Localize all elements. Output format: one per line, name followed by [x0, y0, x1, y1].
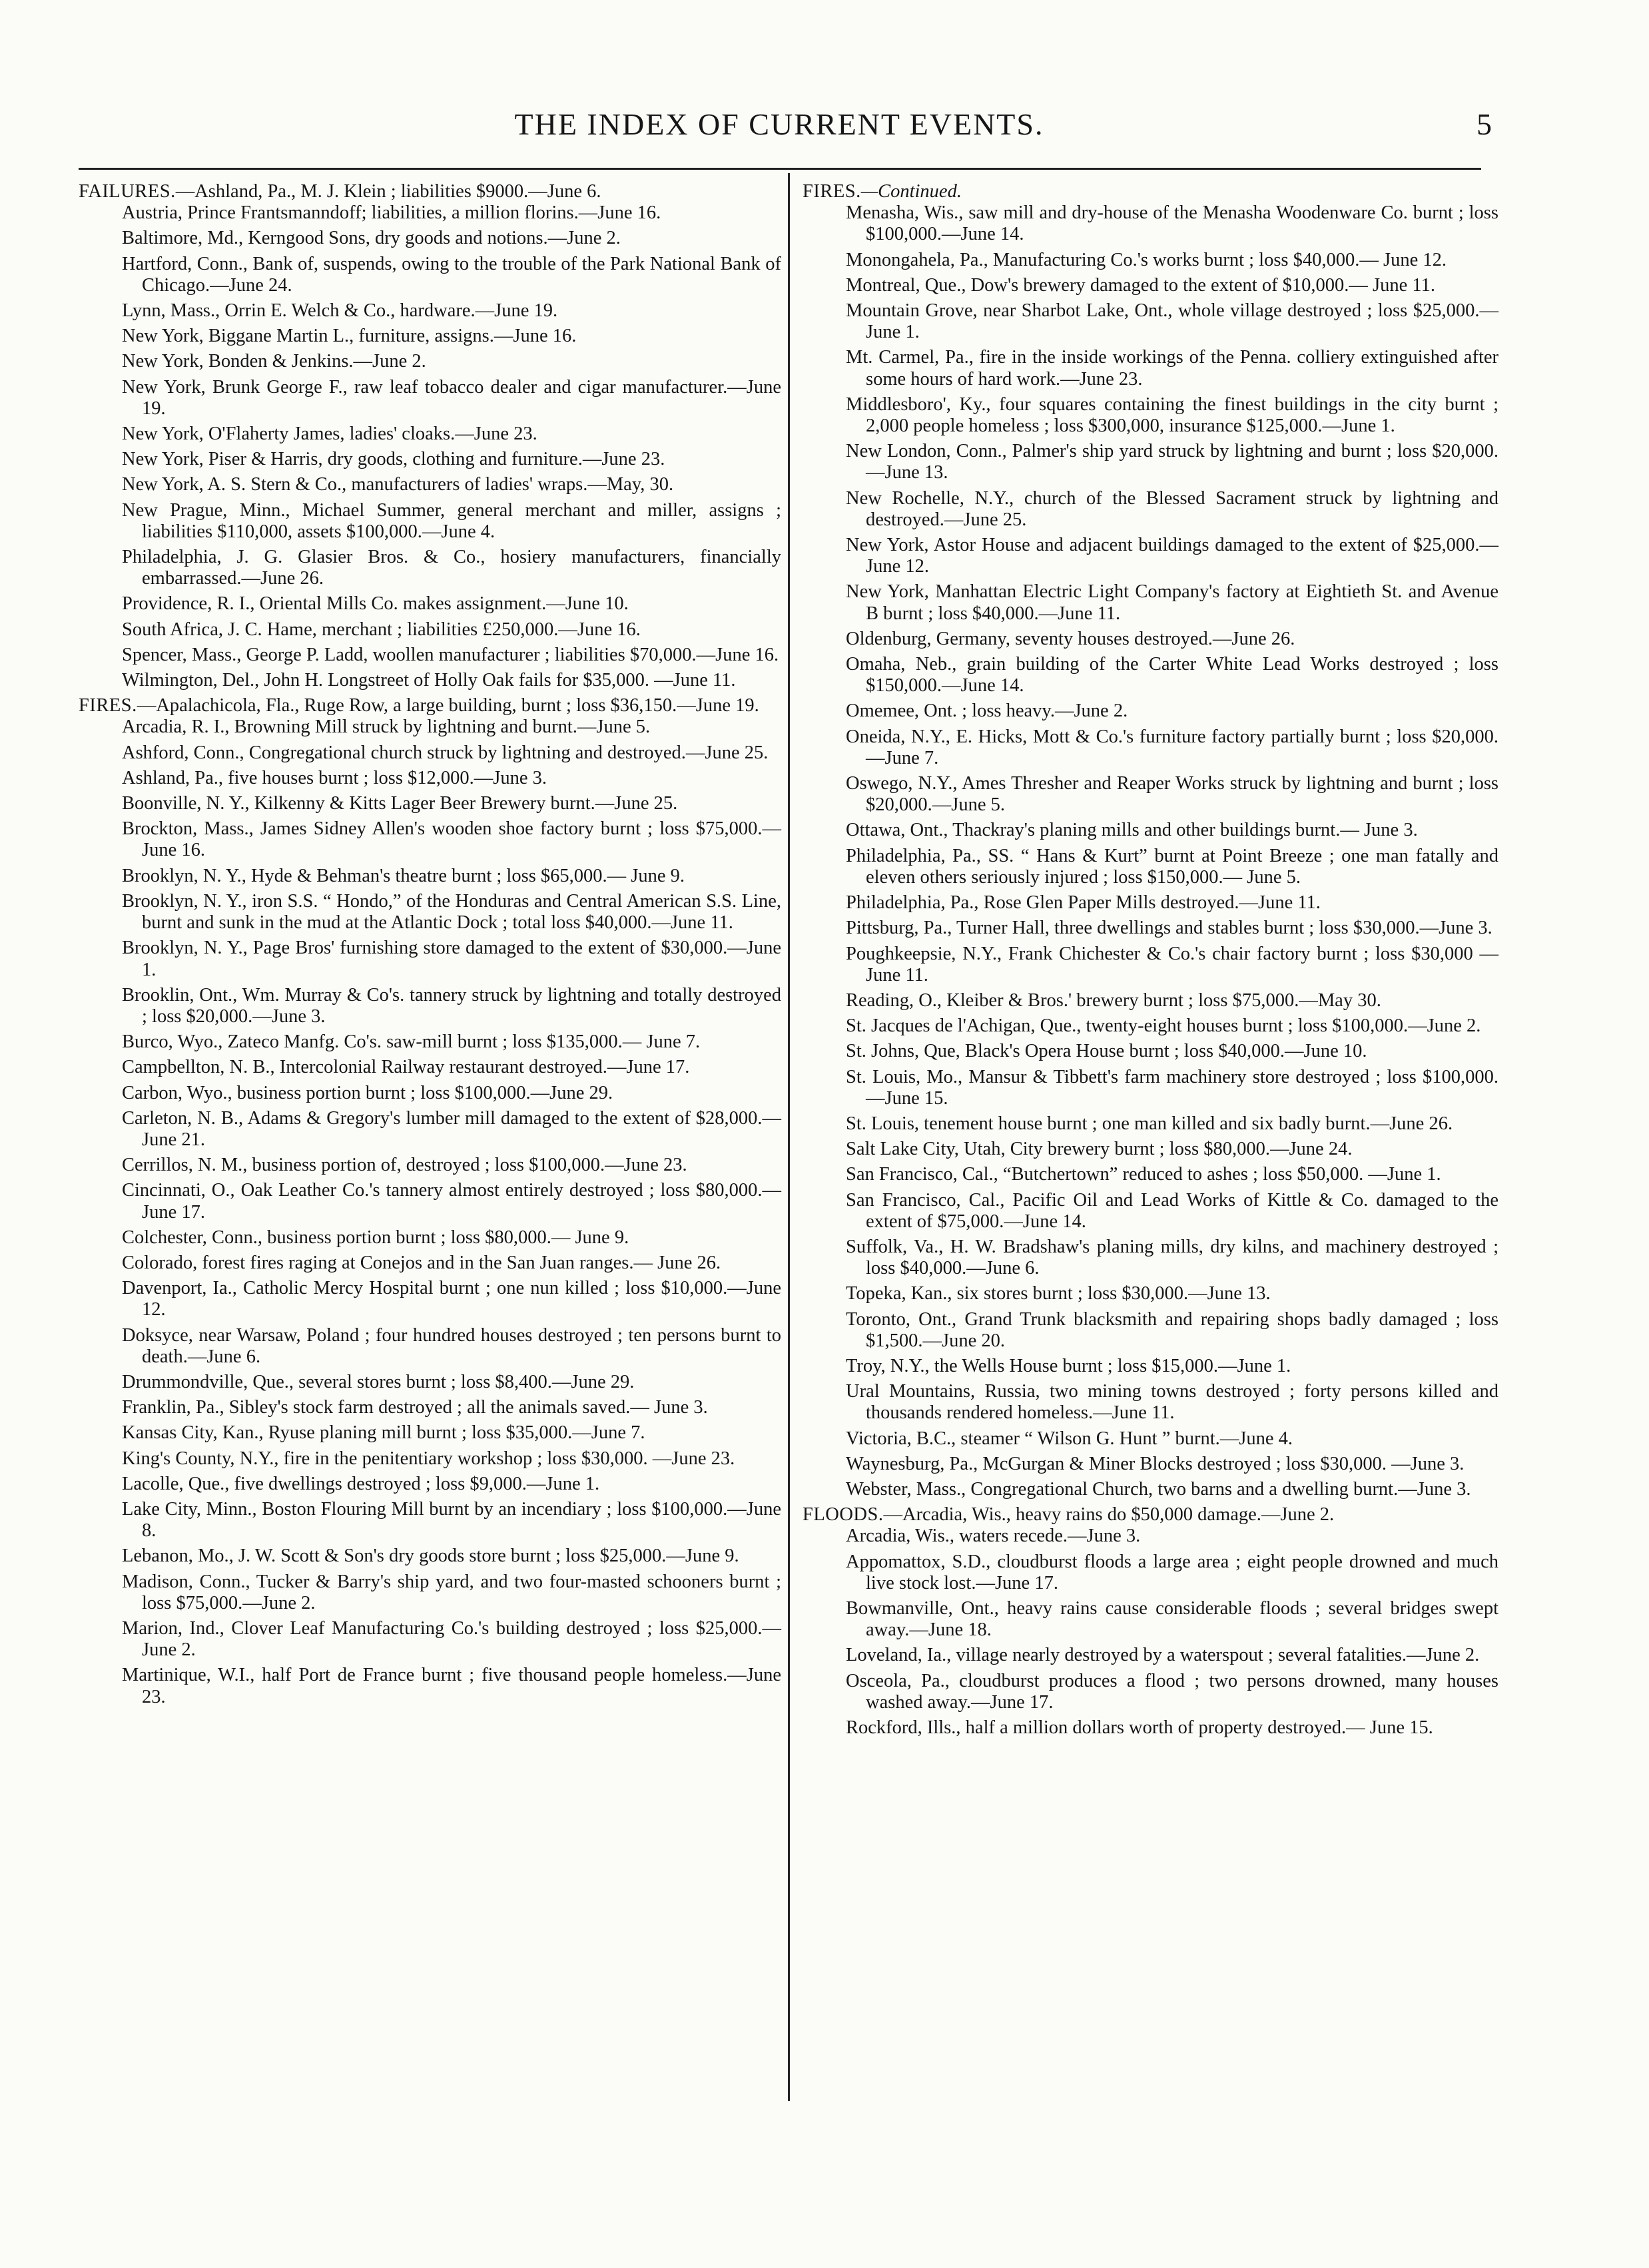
index-entry: Poughkeepsie, N.Y., Frank Chichester & Co.'s chair factory burnt ; loss $30,000 —June 11.	[846, 943, 1498, 986]
index-entry: New London, Conn., Palmer's ship yard struck by lightning and burnt ; loss $20,000.—June 13.	[846, 441, 1498, 483]
index-entry: Davenport, Ia., Catholic Mercy Hospital burnt ; one nun killed ; loss $10,000.—June 12.	[122, 1278, 781, 1320]
fires-continued-heading	[803, 181, 1498, 202]
index-entry: Rockford, Ills., half a million dollars worth of property destroyed.— June 15.	[846, 1717, 1433, 1738]
right-column	[803, 181, 1498, 1743]
index-entry: New York, Brunk George F., raw leaf tobacco dealer and cigar manufacturer.—June 19.	[122, 376, 781, 419]
index-entry: Mountain Grove, near Sharbot Lake, Ont., whole village destroyed ; loss $25,000.—June 1.	[846, 300, 1498, 343]
index-entry: Brooklyn, N. Y., Hyde & Behman's theatre burnt ; loss $65,000.— June 9.	[122, 865, 685, 886]
index-entry: Menasha, Wis., saw mill and dry-house of the Menasha Woodenware Co. burnt ; loss $100,000.—June 14.	[846, 202, 1498, 245]
section-label: FIRES.	[79, 695, 137, 716]
index-entry: New Rochelle, N.Y., church of the Blessed Sacrament struck by lightning and destroyed.—June 25.	[846, 487, 1498, 530]
index-entry: New York, A. S. Stern & Co., manufacturers of ladies' wraps.—May, 30.	[122, 474, 674, 495]
fires-continued-entries	[803, 202, 1498, 1500]
index-entry: Campbellton, N. B., Intercolonial Railway restaurant destroyed.—June 17.	[122, 1057, 690, 1078]
failures-section	[79, 181, 781, 691]
header-rule	[79, 168, 1481, 170]
index-entry: Loveland, Ia., village nearly destroyed by a waterspout ; several fatalities.—June 2.	[846, 1645, 1480, 1666]
index-entry: Oneida, N.Y., E. Hicks, Mott & Co.'s furniture factory partially burnt ; loss $20,000.—June 7.	[846, 726, 1498, 768]
floods-heading	[803, 1504, 1498, 1526]
index-entry: Brooklyn, N. Y., iron S.S. “ Hondo,” of the Honduras and Central American S.S. Line, burnt and sunk in the mud at the Atlantic Dock ; total loss $40,000.—June 11.	[122, 890, 781, 934]
index-entry: Toronto, Ont., Grand Trunk blacksmith and repairing shops badly damaged ; loss $1,500.—June 20.	[846, 1308, 1498, 1351]
index-entry: Brooklyn, N. Y., Page Bros' furnishing store damaged to the extent of $30,000.—June 1.	[122, 938, 781, 980]
index-entry: Boonville, N. Y., Kilkenny & Kitts Lager Beer Brewery burnt.—June 25.	[122, 793, 678, 814]
index-entry: Austria, Prince Frantsmanndoff; liabilities, a million florins.—June 16.	[122, 202, 661, 224]
index-entry: Martinique, W.I., half Port de France burnt ; five thousand people homeless.—June 23.	[122, 1665, 781, 1707]
section-label: FLOODS.	[803, 1504, 884, 1526]
index-entry: Spencer, Mass., George P. Ladd, woollen manufacturer ; liabilities $70,000.—June 16.	[122, 644, 779, 665]
failures-entries	[79, 202, 781, 691]
index-entry: Lacolle, Que., five dwellings destroyed ; loss $9,000.—June 1.	[122, 1473, 600, 1494]
index-entry: Kansas City, Kan., Ryuse planing mill burnt ; loss $35,000.—June 7.	[122, 1422, 645, 1444]
index-entry: San Francisco, Cal., Pacific Oil and Lead Works of Kittle & Co. damaged to the extent of $75,000.—June 14.	[846, 1189, 1498, 1232]
index-entry: Philadelphia, Pa., SS. “ Hans & Kurt” burnt at Point Breeze ; one man fatally and eleven others seriously injured ; loss $150,000.— June 5.	[846, 845, 1498, 888]
index-entry: San Francisco, Cal., “Butchertown” reduced to ashes ; loss $50,000. —June 1.	[846, 1164, 1441, 1185]
index-entry: Philadelphia, Pa., Rose Glen Paper Mills destroyed.—June 11.	[846, 892, 1321, 914]
index-entry: Providence, R. I., Oriental Mills Co. makes assignment.—June 10.	[122, 593, 629, 615]
index-entry: Madison, Conn., Tucker & Barry's ship yard, and two four-masted schooners burnt ; loss $75,000.—June 2.	[122, 1571, 781, 1613]
index-entry: Omaha, Neb., grain building of the Carter White Lead Works destroyed ; loss $150,000.—June 14.	[846, 654, 1498, 697]
index-entry: King's County, N.Y., fire in the penitentiary workshop ; loss $30,000. —June 23.	[122, 1448, 735, 1469]
index-entry: Brockton, Mass., James Sidney Allen's wooden shoe factory burnt ; loss $75,000.—June 16.	[122, 818, 781, 861]
index-entry: Brooklin, Ont., Wm. Murray & Co's. tannery struck by lightning and totally destroyed ; loss $20,000.—June 3.	[122, 984, 781, 1027]
index-entry: St. Jacques de l'Achigan, Que., twenty-eight houses burnt ; loss $100,000.—June 2.	[846, 1015, 1481, 1037]
index-entry: Middlesboro', Ky., four squares containing the finest buildings in the city burnt ; 2,000 people homeless ; loss $300,000, insurance $125,000.—June 1.	[846, 394, 1498, 437]
failures-heading	[79, 181, 781, 202]
index-entry: Carbon, Wyo., business portion burnt ; loss $100,000.—June 29.	[122, 1082, 613, 1103]
floods-first-entry: —Arcadia, Wis., heavy rains do $50,000 damage.—June 2.	[883, 1504, 1335, 1526]
index-entry: Mt. Carmel, Pa., fire in the inside workings of the Penna. colliery extinguished after some hours of hard work.—June 23.	[846, 347, 1498, 390]
index-entry: Topeka, Kan., six stores burnt ; loss $30,000.—June 13.	[846, 1283, 1271, 1304]
index-entry: Marion, Ind., Clover Leaf Manufacturing Co.'s building destroyed ; loss $25,000.—June 2.	[122, 1617, 781, 1661]
index-entry: Appomattox, S.D., cloudburst floods a large area ; eight people drowned and much live stock lost.—June 17.	[846, 1551, 1498, 1593]
index-entry: St. Louis, tenement house burnt ; one man killed and six badly burnt.—June 26.	[846, 1113, 1453, 1134]
index-entry: South Africa, J. C. Hame, merchant ; liabilities £250,000.—June 16.	[122, 619, 641, 640]
section-label: FAILURES.	[79, 181, 176, 202]
page-header	[80, 107, 1492, 160]
column-divider	[788, 173, 790, 2101]
page-number: 5	[1477, 107, 1492, 141]
index-entry: Baltimore, Md., Kerngood Sons, dry goods and notions.—June 2.	[122, 228, 621, 249]
fires-continued-section	[803, 181, 1498, 1500]
index-entry: New York, Manhattan Electric Light Company's factory at Eightieth St. and Avenue B burnt ; loss $40,000.—June 11.	[846, 581, 1498, 624]
index-entry: Montreal, Que., Dow's brewery damaged to the extent of $10,000.— June 11.	[846, 274, 1435, 296]
index-entry: Suffolk, Va., H. W. Bradshaw's planing mills, dry kilns, and machinery destroyed ; loss $40,000.—June 6.	[846, 1236, 1498, 1279]
index-entry: Ottawa, Ont., Thackray's planing mills and other buildings burnt.— June 3.	[846, 820, 1418, 841]
continued-label: —Continued.	[860, 181, 962, 202]
fires-first-entry: —Apalachicola, Fla., Ruge Row, a large building, burnt ; loss $36,150.—June 19.	[137, 695, 759, 716]
index-entry: Omemee, Ont. ; loss heavy.—June 2.	[846, 701, 1128, 722]
index-entry: St. Johns, Que, Black's Opera House burnt ; loss $40,000.—June 10.	[846, 1041, 1367, 1062]
failures-first-entry: —Ashland, Pa., M. J. Klein ; liabilities $9000.—June 6.	[175, 181, 601, 202]
index-entry: New York, Piser & Harris, dry goods, clothing and furniture.—June 23.	[122, 449, 665, 470]
index-entry: Webster, Mass., Congregational Church, two barns and a dwelling burnt.—June 3.	[846, 1478, 1471, 1500]
section-label: FIRES.	[803, 181, 861, 202]
floods-entries	[803, 1526, 1498, 1739]
index-entry: Pittsburg, Pa., Turner Hall, three dwellings and stables burnt ; loss $30,000.—June 3.	[846, 918, 1492, 939]
index-entry: Hartford, Conn., Bank of, suspends, owing to the trouble of the Park National Bank of Chicago.—June 24.	[122, 253, 781, 296]
index-entry: Drummondville, Que., several stores burnt ; loss $8,400.—June 29.	[122, 1371, 635, 1392]
index-entry: Ural Mountains, Russia, two mining towns destroyed ; forty persons killed and thousands rendered homeless.—June 11.	[846, 1381, 1498, 1424]
index-entry: Wilmington, Del., John H. Longstreet of Holly Oak fails for $35,000. —June 11.	[122, 670, 736, 691]
left-column	[79, 181, 781, 1712]
fires-entries	[79, 716, 781, 1707]
index-entry: Burco, Wyo., Zateco Manfg. Co's. saw-mill burnt ; loss $135,000.— June 7.	[122, 1031, 701, 1053]
index-entry: New York, Biggane Martin L., furniture, assigns.—June 16.	[122, 326, 577, 347]
index-entry: Osceola, Pa., cloudburst produces a flood ; two persons drowned, many houses washed away.—June 17.	[846, 1670, 1498, 1713]
index-entry: Arcadia, Wis., waters recede.—June 3.	[846, 1526, 1141, 1547]
index-entry: Philadelphia, J. G. Glasier Bros. & Co., hosiery manufacturers, financially embarrassed.—June 26.	[122, 547, 781, 589]
index-entry: Cincinnati, O., Oak Leather Co.'s tannery almost entirely destroyed ; loss $80,000.—June 17.	[122, 1180, 781, 1223]
index-entry: Waynesburg, Pa., McGurgan & Miner Blocks destroyed ; loss $30,000. —June 3.	[846, 1453, 1465, 1474]
index-entry: Troy, N.Y., the Wells House burnt ; loss $15,000.—June 1.	[846, 1355, 1291, 1376]
index-entry: Colchester, Conn., business portion burnt ; loss $80,000.— June 9.	[122, 1227, 629, 1248]
index-entry: New York, O'Flaherty James, ladies' cloaks.—June 23.	[122, 424, 537, 445]
index-entry: New York, Astor House and adjacent buildings damaged to the extent of $25,000.—June 12.	[846, 535, 1498, 577]
index-entry: Ashland, Pa., five houses burnt ; loss $12,000.—June 3.	[122, 767, 547, 788]
index-entry: Lynn, Mass., Orrin E. Welch & Co., hardware.—June 19.	[122, 300, 558, 322]
index-entry: Doksyce, near Warsaw, Poland ; four hundred houses destroyed ; ten persons burnt to death.—June 6.	[122, 1324, 781, 1367]
floods-section	[803, 1504, 1498, 1739]
index-entry: St. Louis, Mo., Mansur & Tibbett's farm machinery store destroyed ; loss $100,000.—June 15.	[846, 1066, 1498, 1109]
fires-heading	[79, 695, 781, 716]
index-entry: Cerrillos, N. M., business portion of, destroyed ; loss $100,000.—June 23.	[122, 1155, 687, 1176]
index-entry: Ashford, Conn., Congregational church struck by lightning and destroyed.—June 25.	[122, 742, 769, 763]
index-entry: Bowmanville, Ont., heavy rains cause considerable floods ; several bridges swept away.—June 18.	[846, 1597, 1498, 1641]
index-entry: Victoria, B.C., steamer “ Wilson G. Hunt ” burnt.—June 4.	[846, 1428, 1293, 1449]
index-entry: Monongahela, Pa., Manufacturing Co.'s works burnt ; loss $40,000.— June 12.	[846, 249, 1447, 270]
index-entry: Franklin, Pa., Sibley's stock farm destroyed ; all the animals saved.— June 3.	[122, 1397, 708, 1418]
index-entry: Arcadia, R. I., Browning Mill struck by lightning and burnt.—June 5.	[122, 716, 651, 738]
index-entry: Salt Lake City, Utah, City brewery burnt ; loss $80,000.—June 24.	[846, 1139, 1353, 1160]
index-entry: Oswego, N.Y., Ames Thresher and Reaper Works struck by lightning and burnt ; loss $20,000.—June 5.	[846, 773, 1498, 816]
index-entry: Reading, O., Kleiber & Bros.' brewery burnt ; loss $75,000.—May 30.	[846, 990, 1381, 1011]
index-entry: New Prague, Minn., Michael Summer, general merchant and miller, assigns ; liabilities $110,000, assets $100,000.—June 4.	[122, 499, 781, 542]
index-entry: Lebanon, Mo., J. W. Scott & Son's dry goods store burnt ; loss $25,000.—June 9.	[122, 1546, 739, 1567]
index-entry: Oldenburg, Germany, seventy houses destroyed.—June 26.	[846, 628, 1295, 649]
index-entry: Carleton, N. B., Adams & Gregory's lumber mill damaged to the extent of $28,000.—June 21.	[122, 1107, 781, 1150]
index-entry: Lake City, Minn., Boston Flouring Mill burnt by an incendiary ; loss $100,000.—June 8.	[122, 1498, 781, 1542]
fires-section	[79, 695, 781, 1708]
index-entry: New York, Bonden & Jenkins.—June 2.	[122, 351, 426, 372]
index-entry: Colorado, forest fires raging at Conejos and in the San Juan ranges.— June 26.	[122, 1252, 721, 1273]
page-title: THE INDEX OF CURRENT EVENTS.	[514, 107, 1044, 141]
